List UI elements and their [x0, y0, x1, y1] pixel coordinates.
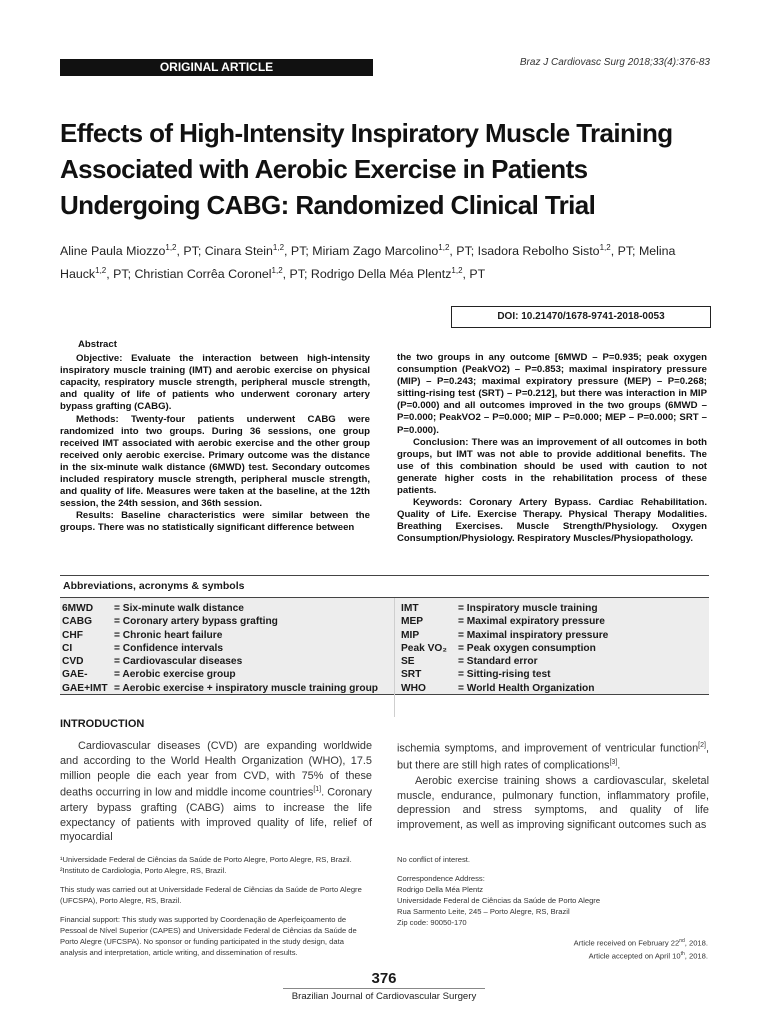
abbreviation-value: = Coronary artery bypass grafting [114, 616, 278, 628]
abbreviation-key: WHO [401, 682, 426, 694]
affiliation-footnote: ¹Universidade Federal de Ciências da Saúde de Porto Alegre, Porto Alegre, RS, Brazil. [60, 855, 352, 864]
author: Melina Hauck [60, 244, 676, 282]
abbreviations-body [60, 598, 709, 695]
affiliation-mark: 1,2 [599, 243, 611, 252]
correspondence-name: Rodrigo Della Méa Plentz [397, 885, 484, 894]
journal-name: Brazilian Journal of Cardiovascular Surgery [291, 991, 477, 1002]
affiliation-mark: 1,2 [272, 243, 285, 252]
abbreviation-row [401, 629, 608, 642]
author: Aline Paula Miozzo [60, 244, 166, 259]
correspondence-zip: Zip code: 90050-170 [397, 918, 467, 927]
accepted-date [574, 949, 708, 962]
reference-mark: [1] [313, 786, 322, 794]
author: Christian Corrêa Coronel [134, 267, 272, 282]
funding-footnote: Financial support: This study was supported by Coordenação de Aperfeiçoamento de Pessoal de Nível Superior (CAPES) and Universidade Federal de Ciências da Saúde de Porto Alegre (UFCSPA). No sponsor or funding participated in the study design, data analysis and interpretation, article writing, and dissemination of results. [60, 915, 357, 957]
abbreviation-value: = Peak oxygen consumption [458, 642, 596, 654]
abbreviations-box [60, 575, 709, 696]
journal-citation: Braz J Cardiovasc Surg 2018;33(4):376-83 [519, 57, 710, 68]
abbreviation-value: = Cardiovascular diseases [114, 656, 243, 668]
abstract-results: Results: Baseline characteristics were similar between the groups. There was no statistically significant difference between [60, 510, 370, 534]
affiliation-mark: 1,2 [271, 266, 283, 276]
abbreviation-row [62, 668, 378, 681]
paragraph-text: , but there are still high rates of complications [397, 742, 709, 773]
abbreviation-value: = Aerobic exercise group [114, 669, 236, 681]
abbreviation-row [401, 682, 608, 695]
abbreviation-value: = Standard error [458, 656, 538, 668]
paragraph-text: ischemia symptoms, and improvement of ventricular function [397, 742, 699, 755]
article-title: Effects of High-Intensity Inspiratory Muscle Training Associated with Aerobic Exercise in Patients Undergoing CABG: Randomized Clinical Trial [60, 118, 673, 220]
introduction-right-column [397, 739, 709, 833]
correspondence-label: Correspondence Address: [397, 874, 485, 883]
abbreviations-heading [60, 575, 709, 598]
abbreviation-row [401, 668, 608, 681]
abbreviation-value: = Six-minute walk distance [114, 603, 244, 614]
abbreviation-row [62, 682, 378, 695]
conflict-footnote: No conflict of interest. [397, 855, 471, 864]
abstract-methods: Methods: Twenty-four patients underwent CABG were randomized into two groups. During 36 sessions, one group received IMT associated with aerobic exercise and the other group received only aerobic exercise. Primary outcome was the distance in the six-minute walk distance (6MWD) test. Secondary outcomes included respiratory muscle strength, peripheral muscle strength, and quality of life. Measures were taken at the baseline, at the 12th session, the 24th session, and 36th session. [60, 413, 370, 510]
abbreviation-key: MIP [401, 629, 420, 641]
date-text: , 2018. [684, 938, 708, 948]
abbreviation-row [62, 615, 378, 628]
author-suffix: , PT; [610, 244, 639, 259]
abbreviation-key: Peak VO₂ [401, 642, 447, 654]
abbreviation-row [62, 642, 378, 655]
paragraph-text: . [617, 760, 621, 773]
abbreviation-key: CHF [62, 629, 83, 641]
abbreviation-key: 6MWD [62, 603, 94, 614]
abbreviation-row [401, 615, 608, 628]
date-text: Article accepted on April 10 [588, 951, 681, 961]
author-suffix: , PT; [449, 244, 478, 259]
article-type-banner: ORIGINAL ARTICLE [60, 59, 373, 76]
author-list [60, 238, 710, 284]
date-text: , 2018. [684, 951, 708, 961]
received-date [574, 936, 708, 949]
abstract-results-cont: the two groups in any outcome [6MWD – P=0.935; peak oxygen consumption (PeakVO2) – P=0.853; maximal inspiratory pressure (MIP) – P=0.243; maximal expiratory pressure (MEP) – P=0.268; sitting-rising test (SRT) – P=0.212], but there was interaction in MIP (P=0.000) and all outcomes improved in the two groups (6MWD – P=0.000; PeakVO2 – P=0.000; MIP – P=0.000; MEP – P=0.000; SRT – P=0.000). [397, 352, 707, 436]
abbreviation-row [62, 629, 378, 642]
abstract-keywords: Keywords: Coronary Artery Bypass. Cardiac Rehabilitation. Quality of Life. Exercise Therapy. Physical Therapy Modalities. Breathing Exercises. Muscle Strength/Physiology. Oxygen Consumption/Physiology. Respiratory Muscles/Physiopathology. [397, 497, 707, 545]
abbreviation-value: = Maximal expiratory pressure [458, 616, 605, 628]
abbreviations-divider [394, 598, 395, 717]
affiliation-mark: 1,2 [438, 243, 450, 252]
abbreviation-value: = Sitting-rising test [458, 669, 551, 681]
abbreviation-row [401, 642, 608, 655]
abbreviation-value: = World Health Organization [458, 682, 595, 694]
abbreviation-row [401, 655, 608, 668]
author: Rodrigo Della Méa Plentz [310, 267, 452, 282]
author-suffix: , PT [462, 267, 486, 282]
abbreviation-key: MEP [401, 616, 424, 628]
paragraph-text: Cardiovascular diseases (CVD) are expanding worldwide and according to the World Health Organization (WHO), 17.5 million people die each year from CVD, with 75% of these deaths occurring in low and middle income countries [60, 740, 372, 800]
date-text: Article received on February 22 [573, 938, 680, 948]
page-number: 376 [371, 970, 397, 987]
abbreviation-key: CI [62, 642, 73, 654]
affiliation-footnote: ²Instituto de Cardiologia, Porto Alegre, RS, Brazil. [60, 866, 227, 875]
abbreviation-value: = Aerobic exercise + inspiratory muscle training group [114, 682, 379, 694]
abbreviation-value: = Chronic heart failure [114, 629, 223, 641]
footnotes-left [60, 854, 372, 958]
footer-rule [283, 988, 485, 989]
author: Isadora Rebolho Sisto [477, 244, 600, 259]
abstract-objective: Objective: Evaluate the interaction between high-intensity inspiratory muscle training (IMT) and aerobic exercise on physical capacity, respiratory muscle strength, peripheral muscle strength, and quality of life of patients who underwent coronary artery bypass grafting (CABG). [60, 353, 370, 413]
abbreviation-row [62, 602, 378, 615]
paragraph-text: . Coronary artery bypass grafting (CABG) aims to increase the life expectancy of patients with improved quality of life, relief of myocardial [60, 787, 372, 844]
date-ordinal: th [680, 950, 685, 957]
reference-mark: [3] [609, 759, 618, 767]
affiliation-mark: 1,2 [451, 266, 463, 276]
author: Cinara Stein [204, 244, 273, 259]
abbreviation-key: GAE+IMT [62, 682, 108, 694]
author-suffix: , PT; [106, 267, 135, 282]
correspondence-street: Rua Sarmento Leite, 245 – Porto Alegre, RS, Brazil [397, 907, 570, 916]
abbreviation-key: SE [401, 656, 415, 668]
abbreviation-key: GAE- [62, 669, 88, 681]
introduction-left-column [60, 739, 372, 845]
correspondence-institution: Universidade Federal de Ciências da Saúde de Porto Alegre [397, 896, 601, 905]
study-location-footnote: This study was carried out at Universidade Federal de Ciências da Saúde de Porto Alegre (UFCSPA), Porto Alegre, RS, Brazil. [60, 885, 362, 905]
abbreviation-key: SRT [401, 669, 422, 681]
abbreviation-key: IMT [401, 603, 419, 614]
author: Miriam Zago Marcolino [312, 244, 439, 259]
abbreviation-value: = Confidence intervals [114, 642, 223, 654]
abbreviation-key: CVD [62, 656, 84, 668]
date-ordinal: nd [679, 938, 685, 944]
abbreviations-right-list [401, 602, 608, 695]
introduction-heading: INTRODUCTION [60, 718, 145, 730]
footnotes-right [397, 854, 709, 928]
introduction-paragraph: Aerobic exercise training shows a cardiovascular, skeletal muscle, endurance, pulmonary function, inflammatory profile, depression and stress symptoms, and quality of life improvement, as well as improving significant outcomes such as [397, 774, 709, 832]
abbreviation-row [62, 655, 378, 668]
introduction-paragraph [397, 739, 709, 774]
abbreviation-value: = Maximal inspiratory pressure [458, 629, 609, 641]
affiliation-mark: 1,2 [165, 243, 177, 252]
abbreviations-left-list [62, 602, 378, 695]
article-dates [574, 936, 708, 961]
abbreviation-value: = Inspiratory muscle training [458, 603, 598, 614]
author-suffix: , PT; [176, 244, 205, 259]
author-suffix: , PT; [282, 267, 311, 282]
abstract-heading: Abstract [78, 339, 117, 350]
affiliation-mark: 1,2 [95, 266, 107, 276]
author-suffix: , PT; [284, 244, 313, 259]
abbreviation-key: CABG [62, 616, 92, 628]
introduction-paragraph [60, 739, 372, 845]
abstract-conclusion: Conclusion: There was an improvement of all outcomes in both groups, but IMT was not able to provide additional benefits. The use of this combination should be used with caution to not generate higher costs in the rehabilitation process of these patients. [397, 436, 707, 497]
abstract-left-column [60, 339, 370, 535]
abstract-right-column [397, 352, 707, 546]
abbreviations-heading-text: Abbreviations, acronyms & symbols [63, 580, 245, 592]
reference-mark: [2] [698, 742, 706, 749]
abbreviation-row [401, 602, 608, 615]
doi-box: DOI: 10.21470/1678-9741-2018-0053 [451, 306, 711, 328]
